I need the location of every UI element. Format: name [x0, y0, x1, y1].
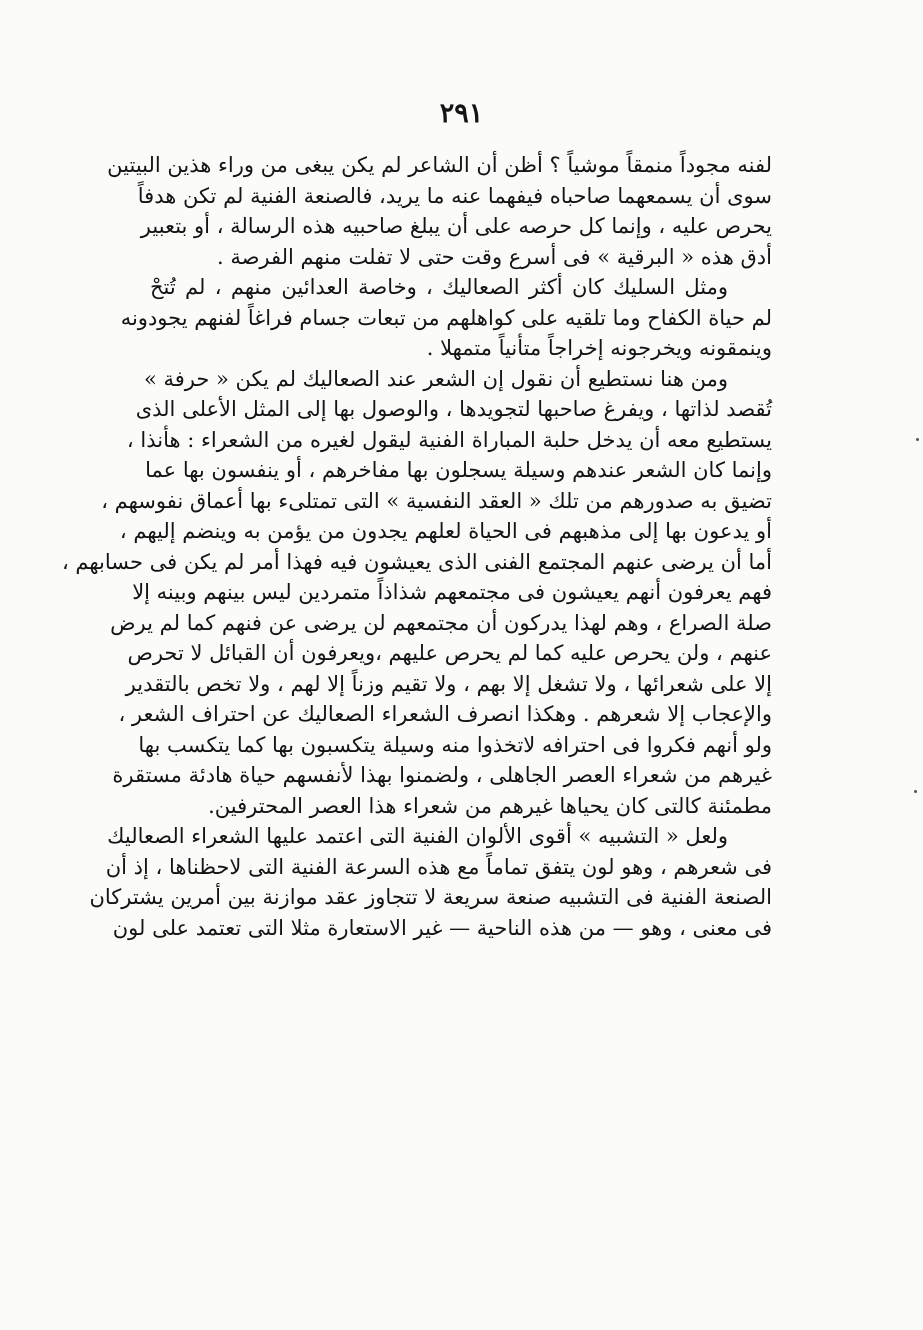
text-line: صلة الصراع ، وهم لهذا يدركون أن مجتمعهم لن يرضى عن فنهم كما لم يرض [110, 610, 772, 635]
text-line: لفنه مجوداً منمقاً موشياً ؟ أظن أن الشاعر لم يكن يبغى من وراء هذين البيتين [107, 153, 772, 177]
paragraph [61, 364, 772, 822]
text-line: إلا على شعرائها ، ولا تشغل إلا بهم ، ولا تقيم وزناً إلا لهم ، ولا تخص بالتقدير [125, 671, 772, 696]
text-line: لم حياة الكفاح وما تلقيه على كواهلهم من تبعات جسام فراغاً لفنهم يجودونه [120, 305, 772, 330]
text-line: أو يدعون بها إلى مذهبهم فى الحياة لعلهم يجدون من يؤمن به وينضم إليهم ، [119, 519, 772, 543]
text-line: أدق هذه « البرقية » فى أسرع وقت حتى لا تفلت منهم الفرصة . [216, 244, 772, 269]
text-line: فى شعرهم ، وهو لون يتفق تماماً مع هذه السرعة الفنية التى لاحظناها ، إذ أن [105, 854, 772, 879]
scan-speck [914, 790, 917, 793]
text-line: يحرص عليه ، وإنما كل حرصه على أن يبلغ صاحبيه هذه الرسالة ، أو بتعبير [140, 214, 772, 238]
text-line: أما أن يرضى عنهم المجتمع الفنى الذى يعيشون فيه فهذا أمر لم يكن فى حسابهم ، [61, 549, 772, 574]
text-line: فى معنى ، وهو — من هذه الناحية — غير الاستعارة مثلا التى تعتمد على لون [112, 915, 772, 940]
text-line: غيرهم من شعراء العصر الجاهلى ، ولضمنوا بهذا لأنفسهم حياة هادئة مستقرة [112, 763, 772, 787]
text-line: ولعل « التشبيه » أقوى الألوان الفنية التى اعتمد عليها الشعراء الصعاليك [107, 824, 728, 848]
text-line: يستطيع معه أن يدخل حلبة المباراة الفنية ليقول لغيره من الشعراء : هأنذا ، [126, 427, 772, 452]
paragraph [107, 150, 772, 272]
text-line: وينمقونه ويخرجونه إخراجاً متأنياً متمهلا . [426, 336, 772, 360]
text-line: وإنما كان الشعر عندهم وسيلة يسجلون بها مفاخرهم ، أو ينفسون بها عما [145, 458, 772, 482]
text-line: ومن هنا نستطيع أن نقول إن الشعر عند الصعاليك لم يكن « حرفة » [143, 366, 728, 391]
text-line: الصنعة الفنية فى التشبيه صنعة سريعة لا تتجاوز عقد موازنة بين أمرين يشتركان [89, 885, 772, 909]
text-line: تضيق به صدورهم من تلك « العقد النفسية » التى تمتلىء بها أعماق نفوسهم ، [101, 488, 772, 513]
body-text [61, 150, 772, 943]
text-line: ومثل السليك كان أكثر الصعاليك ، وخاصة العدائين منهم ، لم تُتحْ [150, 275, 728, 299]
paragraph [120, 272, 772, 364]
text-line: سوى أن يسمعهما صاحباه فيفهما عنه ما يريد، فالصنعة الفنية لم تكن هدفاً [137, 183, 772, 208]
page-number: ٢٩١ [439, 98, 484, 129]
text-line: ولو أنهم فكروا فى احترافه لاتخذوا منه وسيلة يتكسبون بها كما يتكسب بها [138, 732, 772, 757]
text-line: مطمئنة كالتى كان يحياها غيرهم من شعراء هذا العصر المحترفين. [208, 793, 772, 818]
text-line: والإعجاب إلا شعرهم . وهكذا انصرف الشعراء الصعاليك عن احتراف الشعر ، [118, 702, 772, 726]
text-line: فهم يعرفون أنهم يعيشون فى مجتمعهم شذاذاً متمردين ليس بينهم وبينه إلا [132, 580, 772, 604]
paragraph [89, 821, 772, 943]
text-line: عنهم ، ولن يحرص عليه كما لم يحرص عليهم ،ويعرفون أن القبائل لا تحرص [127, 641, 772, 665]
text-line: تُقصد لذاتها ، ويفرغ صاحبها لتجويدها ، والوصول بها إلى المثل الأعلى الذى [135, 397, 772, 421]
scan-speck [916, 438, 919, 441]
